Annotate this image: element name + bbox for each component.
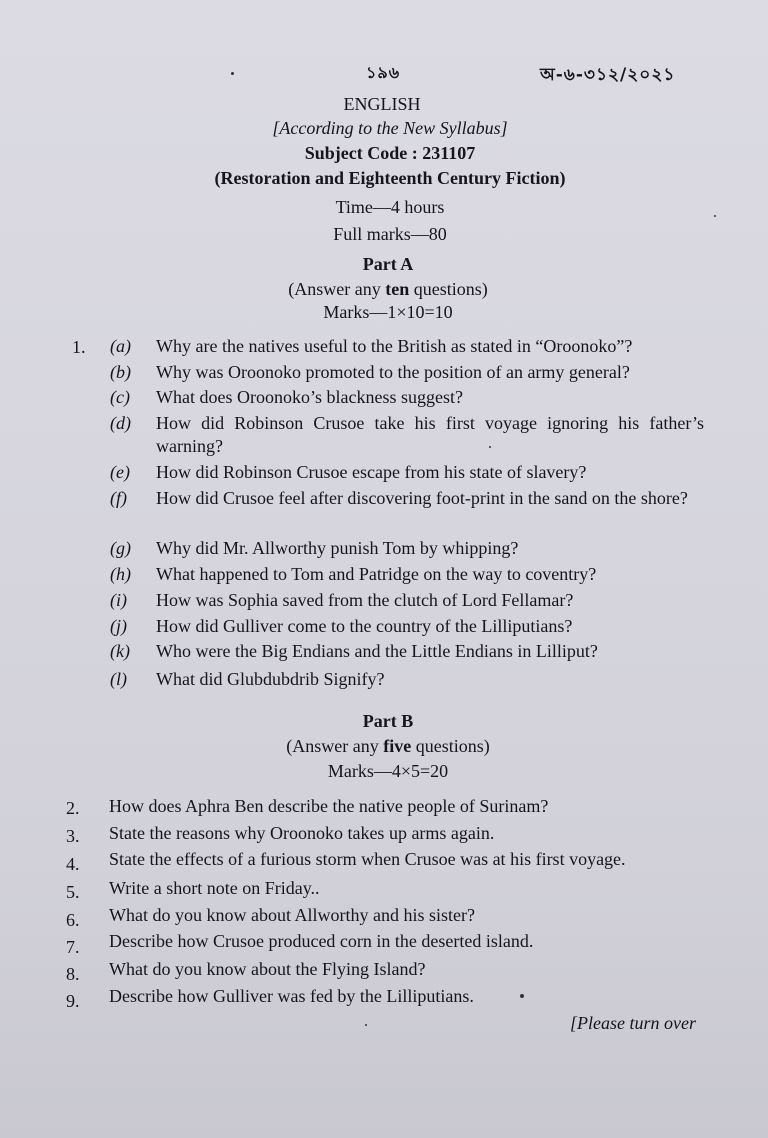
item-text: How was Sophia saved from the clutch of Lord Fellamar? [156, 590, 574, 610]
page-number: ১৯৬ [366, 63, 401, 82]
question-text: Describe how Gulliver was fed by the Lilliputians. [109, 986, 474, 1006]
subject-code: Subject Code : 231107 [304, 143, 476, 163]
turn-over-note: [Please turn over [570, 1013, 696, 1033]
question-number: 6. [66, 910, 80, 930]
part-a-marks: Marks—1×10=10 [323, 302, 453, 322]
reference-code: অ-৬-৩১২/২০২১ [540, 65, 676, 85]
item-letter: (j) [110, 616, 127, 636]
question-number: 8. [66, 964, 80, 984]
question-text: Describe how Crusoe produced corn in the deserted island. [109, 931, 534, 951]
print-speck [365, 1024, 367, 1026]
full-marks: Full marks—80 [333, 224, 447, 244]
item-letter: (b) [110, 362, 131, 382]
part-b-marks: Marks—4×5=20 [327, 761, 449, 781]
question-text: What do you know about Allworthy and his sister? [109, 905, 475, 925]
question-text: State the effects of a furious storm when Crusoe was at his first voyage. [109, 849, 626, 869]
item-letter: (a) [110, 336, 131, 356]
item-letter: (d) [110, 413, 131, 433]
question-number: 7. [66, 937, 80, 957]
part-a-instruction: (Answer any ten questions) [288, 279, 488, 299]
question-text: Write a short note on Friday.. [109, 878, 320, 898]
question-number: 3. [66, 826, 80, 846]
course-title: (Restoration and Eighteenth Century Fiction) [214, 168, 566, 188]
subject-title: ENGLISH [343, 94, 421, 114]
part-b-title: Part B [362, 711, 414, 731]
item-letter: (c) [110, 387, 130, 407]
print-speck [231, 72, 234, 75]
print-speck [520, 994, 524, 998]
part-b-instruction: (Answer any five questions) [286, 736, 490, 756]
question-number: 9. [66, 991, 80, 1011]
item-text: What did Glubdubdrib Signify? [156, 669, 385, 689]
item-text: Why was Oroonoko promoted to the position of an army general? [156, 362, 630, 382]
item-letter: (g) [110, 538, 131, 558]
item-text: How did Robinson Crusoe escape from his state of slavery? [156, 462, 587, 482]
exam-time: Time—4 hours [335, 197, 445, 217]
question-number: 1. [72, 337, 86, 357]
item-text: How did Crusoe feel after discovering foot-print in the sand on the shore? [156, 488, 688, 508]
print-speck [714, 215, 716, 217]
item-letter: (h) [110, 564, 131, 584]
item-text: What does Oroonoko’s blackness suggest? [156, 387, 463, 407]
item-letter: (l) [110, 669, 127, 689]
question-number: 5. [66, 882, 80, 902]
item-text: How did Robinson Crusoe take his first voyage ignoring his father’s warning? [156, 413, 704, 456]
syllabus-note: [According to the New Syllabus] [272, 118, 508, 138]
item-letter: (i) [110, 590, 127, 610]
item-text: How did Gulliver come to the country of the Lilliputians? [156, 616, 573, 636]
item-letter: (e) [110, 462, 130, 482]
item-letter: (f) [110, 488, 127, 508]
question-number: 4. [66, 854, 80, 874]
item-text: What happened to Tom and Patridge on the way to coventry? [156, 564, 597, 584]
part-a-title: Part A [362, 254, 414, 274]
item-text: Who were the Big Endians and the Little Endians in Lilliput? [156, 641, 598, 661]
item-text: Why did Mr. Allworthy punish Tom by whipping? [156, 538, 519, 558]
question-text: State the reasons why Oroonoko takes up arms again. [109, 823, 495, 843]
item-text: Why are the natives useful to the British as stated in “Oroonoko”? [156, 336, 633, 356]
question-text: How does Aphra Ben describe the native people of Surinam? [109, 796, 549, 816]
question-text: What do you know about the Flying Island? [109, 959, 426, 979]
item-letter: (k) [110, 641, 130, 661]
print-speck [489, 446, 491, 448]
question-number: 2. [66, 798, 80, 818]
